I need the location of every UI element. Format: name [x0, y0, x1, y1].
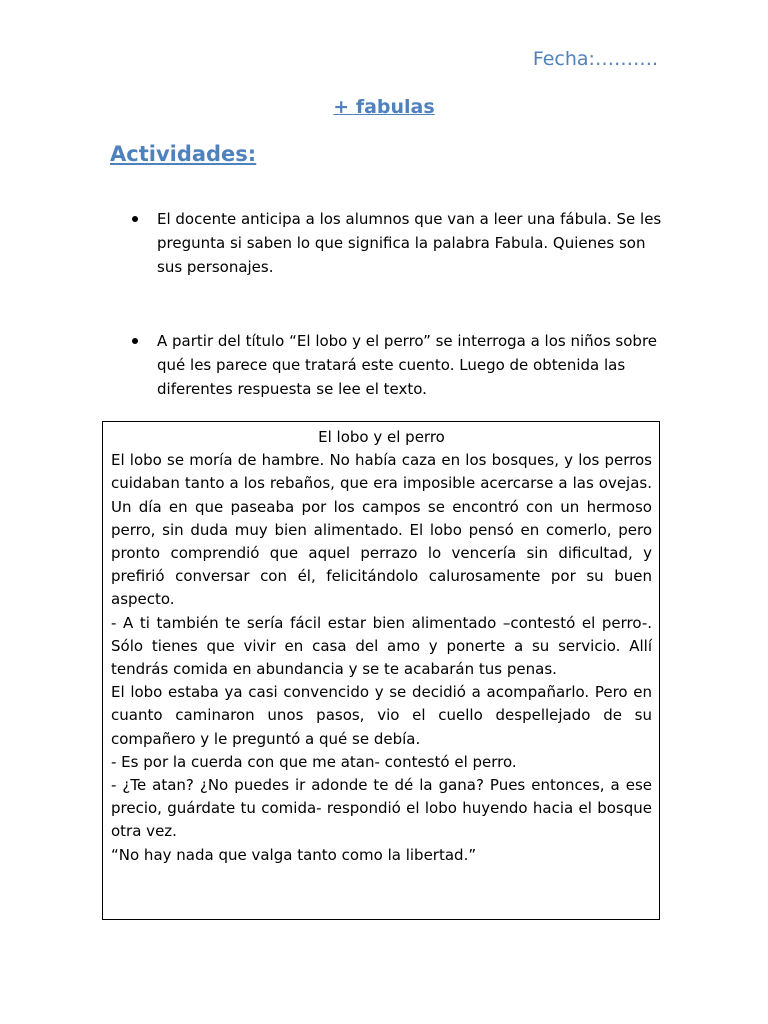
list-item — [130, 329, 670, 401]
list-item — [130, 207, 670, 279]
activity-list — [130, 207, 670, 279]
story-paragraph: El lobo se moría de hambre. No había caza en los bosques, y los perros cuidaban tanto a los rebaños, que era imposible acercarse a las ovejas. Un día en que paseaba por los campos se encontró con un hermoso perro, sin duda muy bien alimentado. El lobo pensó en comerlo, pero pronto comprendió que aquel perrazo lo vencería sin dificultad, y prefirió conversar con él, felicitándolo calurosamente por su buen aspecto. — [111, 451, 652, 609]
activity-text: El docente anticipa a los alumnos que van a leer una fábula. Se les pregunta si saben lo que significa la palabra Fabula. Quienes son sus personajes. — [157, 210, 662, 276]
story-title: El lobo y el perro — [318, 428, 445, 446]
bullet-icon — [132, 338, 138, 344]
activities-heading: Actividades: — [110, 142, 257, 166]
story-paragraph: - Es por la cuerda con que me atan- contestó el perro. — [111, 752, 517, 771]
story-paragraph: - A ti también te sería fácil estar bien alimentado –contestó el perro-. Sólo tienes que vivir en casa del amo y ponerte a su servicio. Allí tendrás comida en abundancia y se te acabarán tus penas. — [111, 613, 652, 679]
story-paragraph: - ¿Te atan? ¿No puedes ir adonde te dé la gana? Pues entonces, a ese precio, guárdate tu comida- respondió el lobo huyendo hacia el bosque otra vez. — [111, 776, 652, 841]
story-box — [102, 421, 660, 920]
date-label: Fecha:………. — [532, 48, 658, 70]
story-paragraph: El lobo estaba ya casi convencido y se decidió a acompañarlo. Pero en cuanto caminaron unos pasos, vio el cuello despellejado de su compañero y le preguntó a qué se debía. — [111, 683, 652, 748]
document-title: + fabulas — [333, 96, 435, 118]
activity-text: A partir del título “El lobo y el perro” se interroga a los niños sobre qué les parece que tratará este cuento. Luego de obtenida las diferentes respuesta se lee el texto. — [157, 332, 658, 398]
bullet-icon — [132, 216, 138, 222]
activity-list — [130, 329, 670, 401]
story-paragraph: “No hay nada que valga tanto como la libertad.” — [111, 845, 477, 864]
